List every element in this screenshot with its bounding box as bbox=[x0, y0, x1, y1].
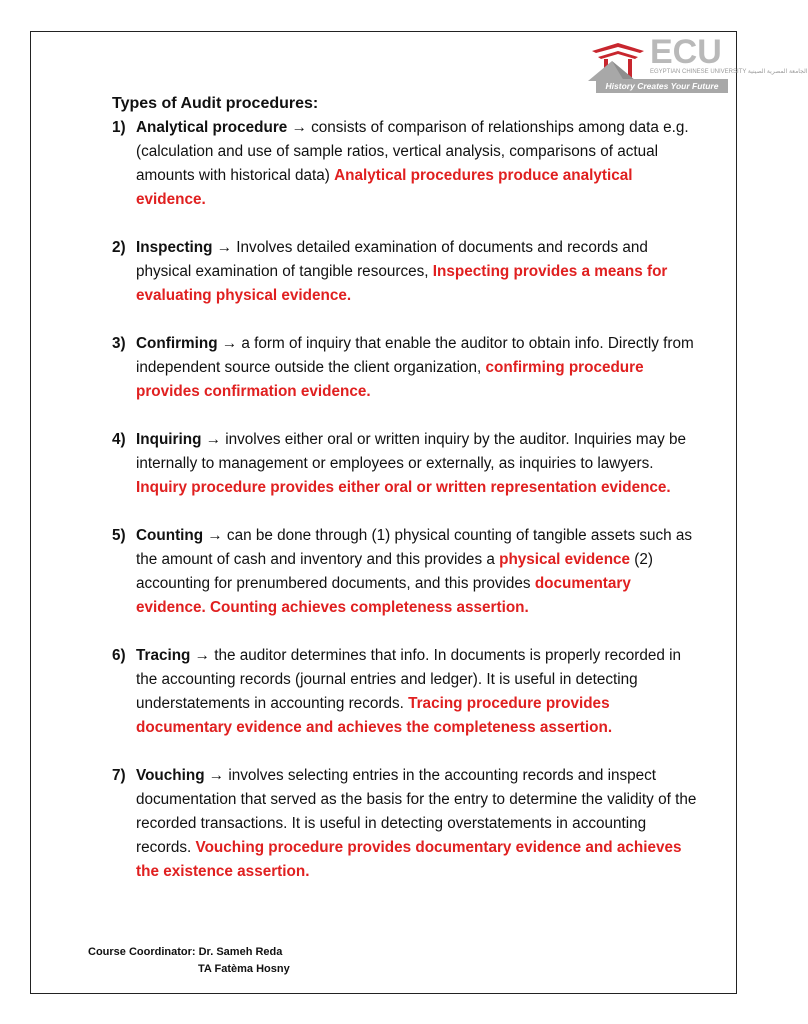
procedure-description: the auditor determines that info. In documents is properly recorded in the accounting records (journal entries and ledger). It is useful in detecting understatements in accounting records. bbox=[136, 647, 682, 712]
procedure-item bbox=[112, 116, 697, 212]
procedure-item bbox=[112, 524, 697, 620]
procedure-description: consists of comparison of relationships among data e.g. (calculation and use of sample ratios, vertical analysis, comparisons of actual amounts with historical data) bbox=[136, 119, 689, 184]
teaching-assistant: TA Fatèma Hosny bbox=[198, 963, 290, 975]
item-number: 7) bbox=[112, 767, 126, 784]
course-coordinator: Course Coordinator: Dr. Sameh Reda bbox=[88, 946, 283, 958]
procedure-description: can be done through (1) physical counting of tangible assets such as the amount of cash and inventory and this provides a bbox=[136, 527, 693, 568]
procedure-evidence: Inquiry procedure provides either oral or written representation evidence. bbox=[136, 479, 671, 496]
procedure-evidence: confirming procedure provides confirmation evidence. bbox=[136, 359, 644, 400]
procedure-description: Involves detailed examination of documents and records and physical examination of tangible resources, bbox=[136, 239, 648, 280]
procedure-description-cont: (2) accounting for prenumbered documents, and this provides bbox=[136, 551, 654, 592]
procedure-item bbox=[112, 644, 697, 740]
procedure-description: involves either oral or written inquiry by the auditor. Inquiries may be internally to management or employees or externally, as inquiries to lawyers. bbox=[136, 431, 687, 472]
procedure-term: Tracing bbox=[136, 647, 191, 664]
item-number: 3) bbox=[112, 335, 126, 352]
item-number: 1) bbox=[112, 119, 126, 136]
arrow-icon: → bbox=[221, 335, 238, 352]
procedure-term: Inspecting bbox=[136, 239, 213, 256]
procedure-evidence: Analytical procedures produce analytical evidence. bbox=[136, 167, 633, 208]
procedure-evidence: Tracing procedure provides documentary evidence and achieves the completeness assertion. bbox=[136, 695, 613, 736]
procedure-term: Confirming bbox=[136, 335, 218, 352]
item-number: 4) bbox=[112, 431, 126, 448]
procedure-item bbox=[112, 332, 697, 404]
page-heading: Types of Audit procedures: bbox=[112, 95, 319, 112]
procedure-evidence: Vouching procedure provides documentary evidence and achieves the existence assertion. bbox=[136, 839, 682, 880]
procedure-description: a form of inquiry that enable the auditor to obtain info. Directly from independent source outside the client organization, bbox=[136, 335, 694, 376]
arrow-icon: → bbox=[194, 647, 210, 664]
arrow-icon: → bbox=[205, 431, 221, 448]
procedure-evidence: documentary evidence. Counting achieves completeness assertion. bbox=[136, 575, 631, 616]
item-number: 2) bbox=[112, 239, 126, 256]
document-body bbox=[112, 92, 697, 884]
footer bbox=[88, 944, 290, 978]
arrow-icon: → bbox=[291, 119, 307, 136]
logo-tagline: History Creates Your Future bbox=[596, 79, 728, 93]
item-number: 6) bbox=[112, 647, 126, 664]
item-number: 5) bbox=[112, 527, 126, 544]
procedure-term: Inquiring bbox=[136, 431, 202, 448]
arrow-icon: → bbox=[207, 527, 223, 544]
procedure-evidence: Inspecting provides a means for evaluating physical evidence. bbox=[136, 263, 668, 304]
procedure-item bbox=[112, 764, 697, 884]
procedure-term: Analytical procedure bbox=[136, 119, 288, 136]
procedure-evidence-inline: physical evidence bbox=[499, 551, 631, 568]
procedure-term: Counting bbox=[136, 527, 204, 544]
logo-text: ECU bbox=[650, 33, 722, 71]
logo-university-name: EGYPTIAN CHINESE UNIVERSITY الجامعة المصرية الصينية bbox=[650, 69, 808, 75]
arrow-icon: → bbox=[208, 767, 225, 784]
procedure-item bbox=[112, 428, 697, 500]
procedure-item bbox=[112, 236, 697, 308]
arrow-icon: → bbox=[216, 239, 233, 256]
procedure-description: involves selecting entries in the accounting records and inspect documentation that served as the basis for the entry to determine the validity of the recorded transactions. It is useful in detecting overstatements in accounting records. bbox=[136, 767, 697, 856]
procedure-term: Vouching bbox=[136, 767, 205, 784]
